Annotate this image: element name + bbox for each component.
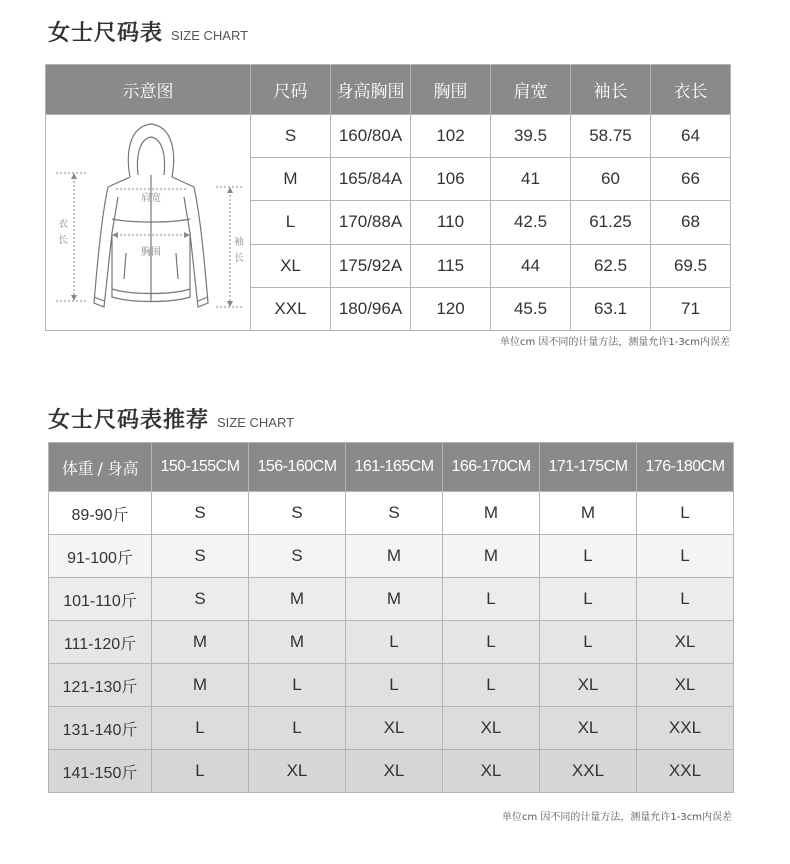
size-cell: L (443, 621, 540, 664)
header-chest: 胸围 (411, 65, 491, 115)
size-cell: L (346, 621, 443, 664)
cell-length: 64 (651, 115, 731, 158)
cell-shoulder: 42.5 (491, 201, 571, 244)
size-cell: M (346, 535, 443, 578)
chest-label: 胸围 (141, 247, 161, 258)
header-height-range: 171-175CM (540, 443, 637, 492)
jacket-diagram (46, 115, 250, 325)
size-chart-title-cn: 女士尺码表 (48, 21, 164, 46)
size-cell: L (637, 535, 734, 578)
recommend-chart-title (48, 403, 294, 434)
cell-length: 71 (651, 287, 731, 330)
cell-size: M (251, 158, 331, 201)
size-cell: L (637, 492, 734, 535)
size-cell: XXL (637, 750, 734, 793)
size-cell: L (540, 621, 637, 664)
size-chart-header-row (46, 65, 731, 115)
header-height-range: 176-180CM (637, 443, 734, 492)
table-row (49, 621, 734, 664)
cell-chest: 106 (411, 158, 491, 201)
size-cell: L (443, 578, 540, 621)
measurement-note: 单位cm 因不同的计量方法，测量允许1-3cm内误差 (500, 337, 730, 348)
table-row (49, 492, 734, 535)
cell-chest: 120 (411, 287, 491, 330)
size-cell: XL (443, 750, 540, 793)
cell-length: 69.5 (651, 244, 731, 287)
cell-size: XL (251, 244, 331, 287)
weight-cell: 111-120斤 (49, 621, 152, 664)
header-height-range: 166-170CM (443, 443, 540, 492)
size-cell: M (152, 664, 249, 707)
length-label: 衣长 (58, 219, 68, 246)
size-cell: XL (540, 664, 637, 707)
cell-size: XXL (251, 287, 331, 330)
recommend-chart-title-cn: 女士尺码表推荐 (48, 408, 210, 433)
size-cell: XL (637, 664, 734, 707)
measurement-note: 单位cm 因不同的计量方法，测量允许1-3cm内误差 (502, 812, 732, 823)
header-shoulder: 肩宽 (491, 65, 571, 115)
size-cell: S (249, 535, 346, 578)
size-cell: XL (249, 750, 346, 793)
cell-sleeve: 58.75 (571, 115, 651, 158)
size-cell: L (152, 750, 249, 793)
size-cell: M (249, 621, 346, 664)
shoulder-label: 肩宽 (141, 193, 161, 204)
size-chart-title (48, 16, 248, 47)
size-cell: L (152, 707, 249, 750)
size-cell: M (152, 621, 249, 664)
cell-height-chest: 165/84A (331, 158, 411, 201)
size-cell: L (346, 664, 443, 707)
weight-cell: 89-90斤 (49, 492, 152, 535)
table-row (49, 664, 734, 707)
jacket-outline (94, 124, 208, 307)
size-cell: L (540, 535, 637, 578)
cell-height-chest: 160/80A (331, 115, 411, 158)
size-chart-table (45, 64, 731, 331)
size-cell: M (443, 535, 540, 578)
recommend-chart-title-en: SIZE CHART (217, 415, 295, 430)
size-cell: M (443, 492, 540, 535)
size-cell: S (152, 578, 249, 621)
size-cell: S (346, 492, 443, 535)
header-weight-height: 体重 / 身高 (49, 443, 152, 492)
size-cell: M (346, 578, 443, 621)
size-cell: XL (346, 707, 443, 750)
table-row (49, 535, 734, 578)
table-row (49, 750, 734, 793)
cell-sleeve: 60 (571, 158, 651, 201)
table-row (46, 115, 731, 158)
table-row (49, 578, 734, 621)
header-height-range: 156-160CM (249, 443, 346, 492)
recommend-header-row (49, 443, 734, 492)
recommend-chart-table (48, 442, 734, 793)
jacket-diagram-cell (46, 115, 251, 331)
size-chart-title-en: SIZE CHART (171, 28, 249, 43)
size-cell: M (540, 492, 637, 535)
header-diagram: 示意图 (46, 65, 251, 115)
size-cell: XL (443, 707, 540, 750)
cell-length: 66 (651, 158, 731, 201)
weight-cell: 131-140斤 (49, 707, 152, 750)
cell-height-chest: 170/88A (331, 201, 411, 244)
size-cell: XXL (540, 750, 637, 793)
table-row (49, 707, 734, 750)
weight-cell: 101-110斤 (49, 578, 152, 621)
cell-shoulder: 44 (491, 244, 571, 287)
cell-shoulder: 39.5 (491, 115, 571, 158)
header-length: 衣长 (651, 65, 731, 115)
cell-height-chest: 175/92A (331, 244, 411, 287)
cell-shoulder: 45.5 (491, 287, 571, 330)
cell-chest: 110 (411, 201, 491, 244)
cell-sleeve: 62.5 (571, 244, 651, 287)
size-cell: M (249, 578, 346, 621)
cell-sleeve: 63.1 (571, 287, 651, 330)
sleeve-label: 袖长 (234, 237, 244, 264)
cell-size: L (251, 201, 331, 244)
weight-cell: 141-150斤 (49, 750, 152, 793)
cell-size: S (251, 115, 331, 158)
header-height-range: 150-155CM (152, 443, 249, 492)
cell-height-chest: 180/96A (331, 287, 411, 330)
cell-sleeve: 61.25 (571, 201, 651, 244)
size-cell: XL (346, 750, 443, 793)
cell-chest: 102 (411, 115, 491, 158)
header-height-chest: 身高胸围 (331, 65, 411, 115)
size-cell: S (152, 492, 249, 535)
header-height-range: 161-165CM (346, 443, 443, 492)
size-cell: L (249, 664, 346, 707)
size-cell: XXL (637, 707, 734, 750)
weight-cell: 91-100斤 (49, 535, 152, 578)
size-cell: L (249, 707, 346, 750)
header-sleeve: 袖长 (571, 65, 651, 115)
size-cell: L (637, 578, 734, 621)
cell-chest: 115 (411, 244, 491, 287)
size-cell: XL (637, 621, 734, 664)
cell-length: 68 (651, 201, 731, 244)
weight-cell: 121-130斤 (49, 664, 152, 707)
size-cell: L (443, 664, 540, 707)
size-cell: S (152, 535, 249, 578)
size-cell: XL (540, 707, 637, 750)
header-size: 尺码 (251, 65, 331, 115)
size-cell: S (249, 492, 346, 535)
size-cell: L (540, 578, 637, 621)
cell-shoulder: 41 (491, 158, 571, 201)
